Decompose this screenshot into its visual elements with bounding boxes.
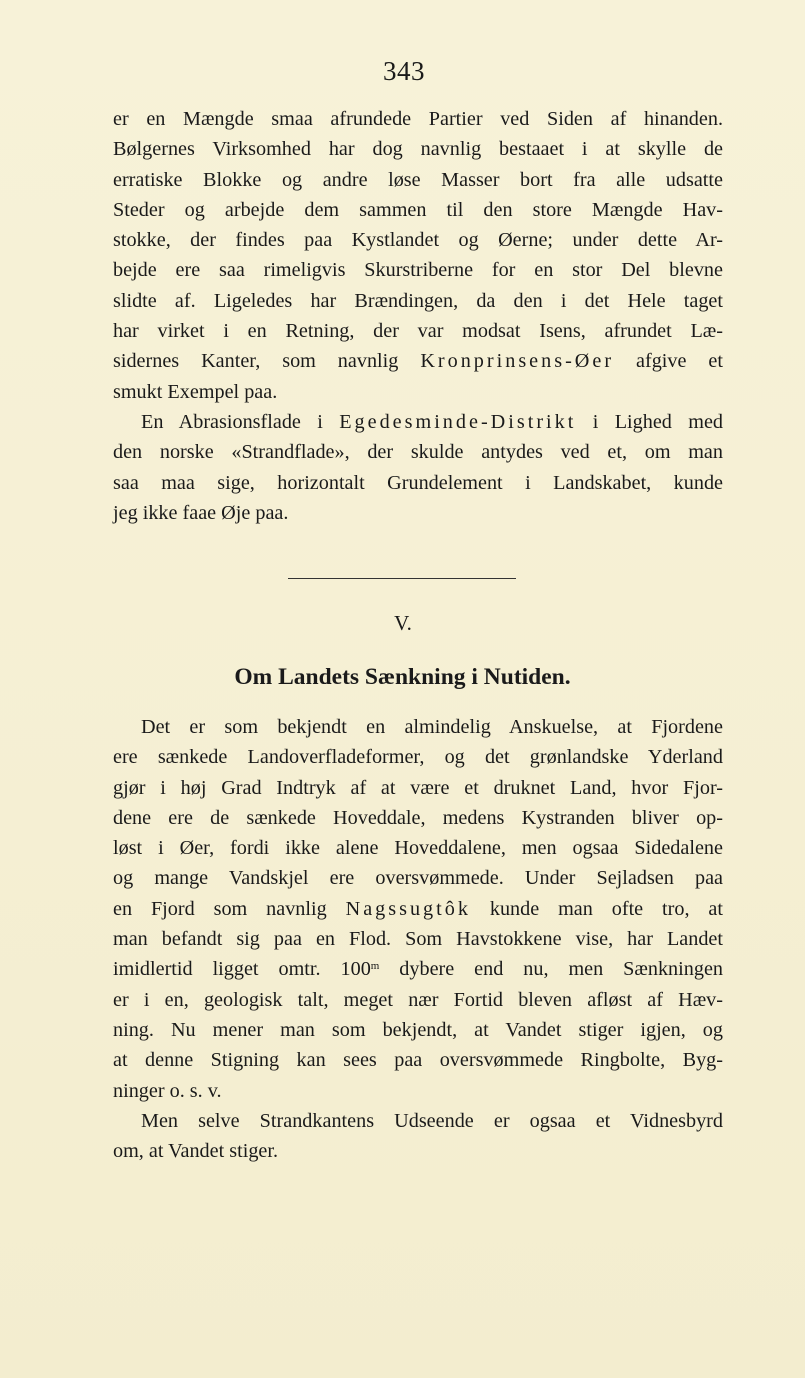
text-line: er i en, geologisk talt, meget nær Fortid bleven afløst af Hæv-	[113, 988, 723, 1011]
text-line: og mange Vandskjel ere oversvømmede. Under Sejladsen paa	[113, 867, 723, 890]
text-segment: afgive et	[614, 350, 723, 373]
section-divider	[288, 578, 516, 579]
text-line: Steder og arbejde dem sammen til den store Mængde Hav-	[113, 198, 723, 221]
spaced-place-name: Kronprinsens-Øer	[420, 350, 615, 373]
text-line	[113, 346, 723, 376]
text-line: smukt Exempel paa.	[113, 380, 278, 403]
text-line: om, at Vandet stiger.	[113, 1140, 279, 1163]
text-line: Men selve Strandkantens Udseende er ogsaa et Vidnesbyrd	[141, 1110, 723, 1132]
paragraph-2	[113, 407, 723, 528]
text-line: slidte af. Ligeledes har Brændingen, da den i det Hele taget	[113, 289, 723, 312]
text-line: saa maa sige, horizontalt Grundelement i Landskabet, kunde	[113, 471, 723, 494]
text-segment: En Abrasionsflade i	[141, 411, 340, 433]
spaced-place-name: Egedesminde-Distrikt	[339, 411, 577, 433]
text-line	[113, 954, 723, 984]
text-line: er en Mængde smaa afrundede Partier ved Siden af hinanden.	[113, 108, 723, 130]
text-segment: en Fjord som navnlig	[113, 897, 346, 920]
text-line: den norske «Strandflade», der skulde antydes ved et, om man	[113, 441, 723, 464]
section-title: Om Landets Sænkning i Nutiden.	[234, 664, 571, 690]
text-line: bejde ere saa rimeligvis Skurstriberne for en stor Del blevne	[113, 259, 723, 282]
section-number: V.	[394, 611, 412, 635]
text-line: ere sænkede Landoverfladeformer, og det grønlandske Yderland	[113, 746, 723, 769]
text-line: gjør i høj Grad Indtryk af at være et druknet Land, hvor Fjor-	[113, 776, 723, 799]
text-line: Det er som bekjendt en almindelig Anskuelse, at Fjordene	[141, 716, 723, 738]
text-line: Bølgernes Virksomhed har dog navnlig bestaaet i at skylle de	[113, 138, 723, 161]
text-segment: kunde man ofte tro, at	[470, 897, 723, 920]
text-segment: i Lighed med	[576, 411, 723, 433]
text-segment: dybere end nu, men Sænkningen	[379, 958, 724, 981]
text-line: erratiske Blokke og andre løse Masser bort fra alle udsatte	[113, 168, 723, 191]
superscript-unit: m	[370, 960, 380, 973]
text-segment: imidlertid ligget omtr. 100	[113, 958, 371, 981]
paragraph-3	[113, 712, 723, 1106]
text-line: jeg ikke faae Øje paa.	[113, 501, 289, 524]
page-number: 343	[383, 56, 425, 86]
spaced-place-name: Nagssugtôk	[345, 897, 471, 920]
text-line: stokke, der findes paa Kystlandet og Øerne; under dette Ar-	[113, 229, 723, 252]
text-line: ninger o. s. v.	[113, 1079, 222, 1102]
text-segment: sidernes Kanter, som navnlig	[113, 350, 421, 373]
text-line: løst i Øer, fordi ikke alene Hoveddalene, men ogsaa Sidedalene	[113, 837, 723, 860]
paragraph-1	[113, 104, 723, 407]
text-line: man befandt sig paa en Flod. Som Havstokkene vise, har Landet	[113, 928, 723, 951]
text-line	[113, 407, 723, 437]
paragraph-4	[113, 1106, 723, 1167]
text-line: dene ere de sænkede Hoveddale, medens Kystranden bliver op-	[113, 806, 723, 829]
text-line: ning. Nu mener man som bekjendt, at Vandet stiger igjen, og	[113, 1018, 723, 1041]
text-line: har virket i en Retning, der var modsat Isens, afrundet Læ-	[113, 320, 723, 343]
text-line: at denne Stigning kan sees paa oversvømmede Ringbolte, Byg-	[113, 1049, 723, 1072]
text-line	[113, 894, 723, 924]
